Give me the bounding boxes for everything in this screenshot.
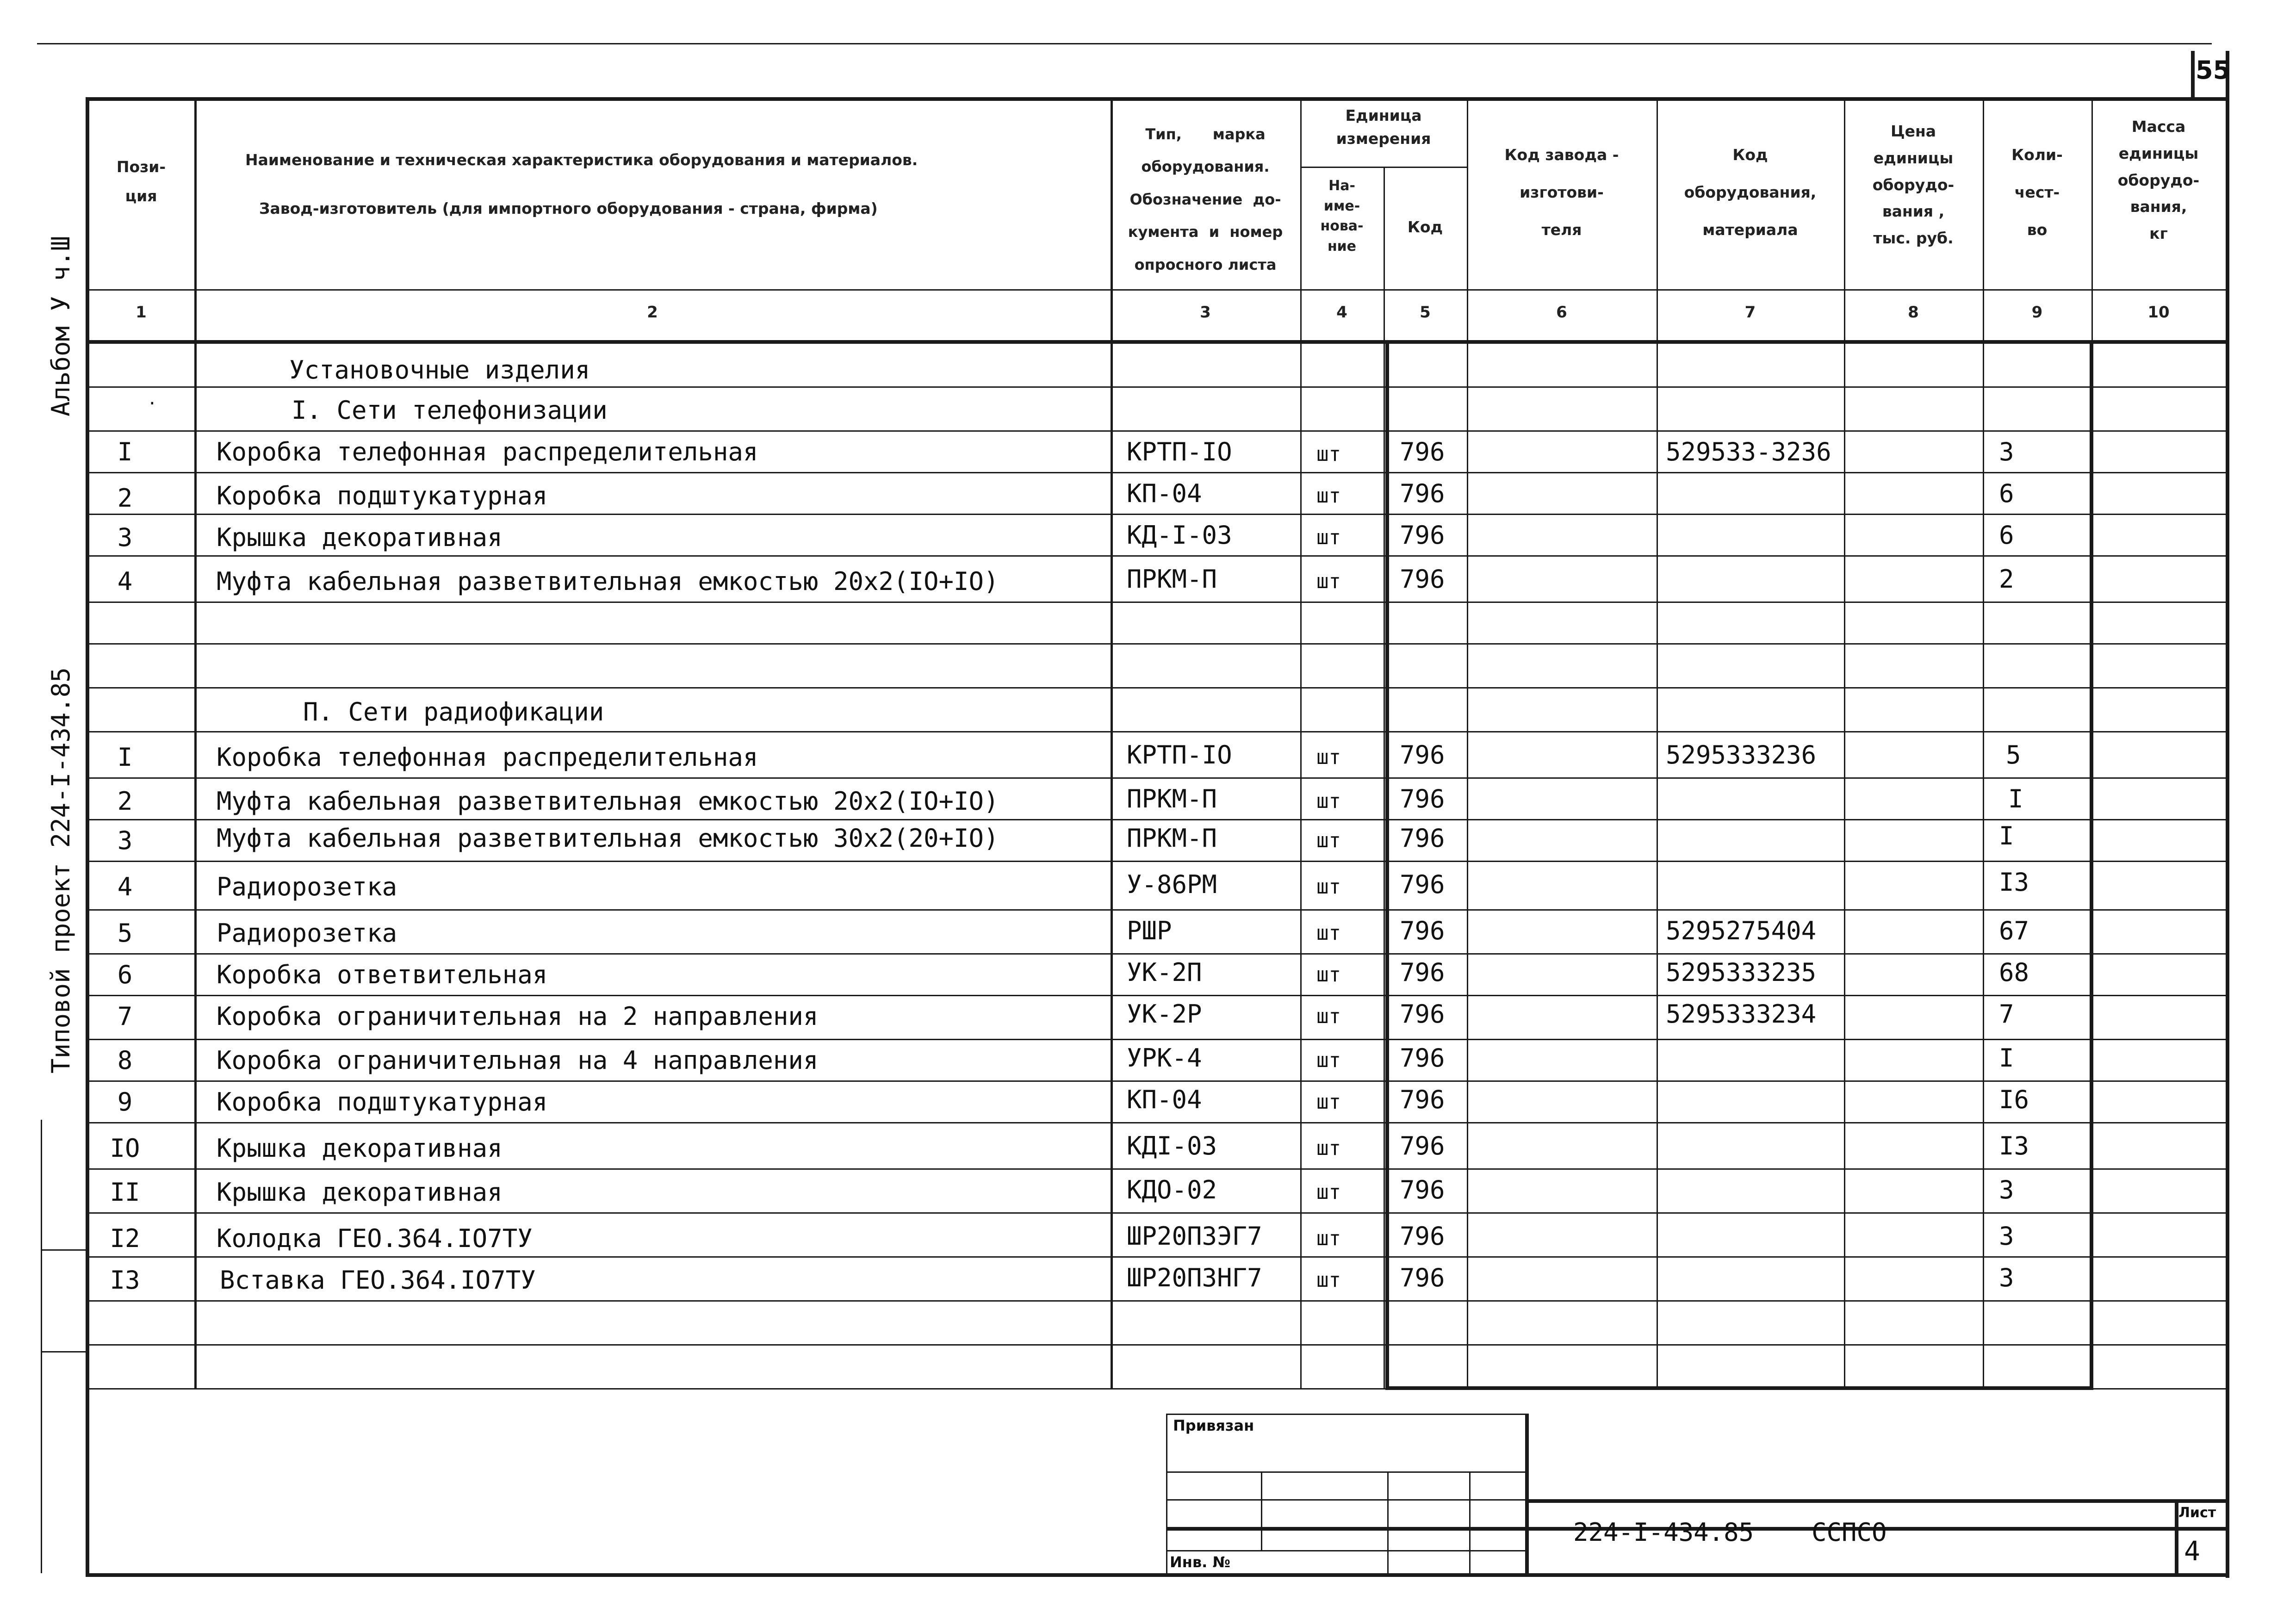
row-line bbox=[88, 1388, 2226, 1390]
row-quantity: 67 bbox=[1999, 916, 2029, 945]
row-position: 8 bbox=[117, 1046, 133, 1075]
frame-right bbox=[2226, 51, 2229, 1578]
row-unit: шт bbox=[1316, 963, 1341, 986]
col-line-2 bbox=[1111, 97, 1113, 1388]
row-unit: шт bbox=[1316, 1048, 1341, 1072]
row-type: КДI-03 bbox=[1127, 1131, 1217, 1160]
row-name: Муфта кабельная разветвительная емкостью 20х2(IO+IO) bbox=[217, 567, 999, 596]
row-name: Коробка ограничительная на 2 направления bbox=[217, 1002, 819, 1031]
row-quantity: 3 bbox=[1999, 1175, 2014, 1204]
row-position: I bbox=[117, 743, 133, 772]
stamp-top bbox=[1166, 1414, 1527, 1415]
header-mass: Масса единицы оборудо- вания, кг bbox=[2117, 118, 2200, 242]
row-position: 2 bbox=[117, 787, 133, 816]
row-position: I3 bbox=[110, 1266, 140, 1295]
frame-top bbox=[88, 97, 2226, 101]
stamp-row-4 bbox=[1166, 1550, 1527, 1551]
row-position: II bbox=[110, 1178, 140, 1207]
colnum-6: 6 bbox=[1556, 303, 1567, 322]
row-position: 2 bbox=[117, 484, 133, 513]
page-number-box-left bbox=[2191, 51, 2195, 97]
row-code: 796 bbox=[1400, 565, 1445, 594]
header-unit-name: На- име- нова- ние bbox=[1320, 178, 1364, 254]
colnum-8: 8 bbox=[1908, 303, 1919, 322]
row-name: Крышка декоративная bbox=[217, 1178, 503, 1207]
row-unit: шт bbox=[1316, 1268, 1341, 1292]
row-line bbox=[88, 1212, 2226, 1214]
row-line bbox=[88, 602, 2226, 603]
row-unit: шт bbox=[1316, 745, 1341, 769]
row-code: 796 bbox=[1400, 1222, 1445, 1251]
frame-bottom bbox=[86, 1573, 2228, 1577]
colnum-3: 3 bbox=[1200, 303, 1211, 322]
header-unit-group: Единица измерения bbox=[1336, 106, 1431, 148]
row-code: 796 bbox=[1400, 437, 1445, 466]
row-line bbox=[88, 953, 2226, 955]
row-position: I bbox=[117, 437, 133, 466]
col-line-7 bbox=[1844, 97, 1845, 1388]
row-unit: шт bbox=[1316, 526, 1341, 549]
row-unit: шт bbox=[1316, 570, 1341, 593]
row-position: 6 bbox=[117, 960, 133, 989]
row-name: Коробка ограничительная на 4 направления bbox=[217, 1046, 819, 1075]
row-unit: шт bbox=[1316, 829, 1341, 852]
document-code: 224-I-434.85 bbox=[1573, 1518, 1754, 1547]
col-line-6 bbox=[1657, 97, 1658, 1388]
row-name: Крышка декоративная bbox=[217, 1134, 503, 1163]
row-line bbox=[88, 1344, 2226, 1346]
stamp-inv-label: Инв. № bbox=[1170, 1553, 1230, 1571]
row-unit: шт bbox=[1316, 1005, 1341, 1028]
row-quantity: I3 bbox=[1999, 1131, 2029, 1160]
row-quantity: 3 bbox=[1999, 1263, 2014, 1292]
row-quantity: 2 bbox=[1999, 565, 2014, 594]
header-position: Пози- ция bbox=[116, 158, 166, 205]
row-code: 796 bbox=[1400, 1263, 1445, 1292]
row-type: ШР20П3НГ7 bbox=[1127, 1263, 1262, 1292]
row-type: У-86РМ bbox=[1127, 870, 1217, 899]
row-quantity: 3 bbox=[1999, 437, 2014, 466]
row-type: УК-2П bbox=[1127, 958, 1202, 987]
row-type: КРТП-IO bbox=[1127, 437, 1232, 466]
row-quantity: 7 bbox=[1999, 999, 2014, 1029]
project-side-label: Типовой проект 224-I-434.85 bbox=[46, 667, 75, 1073]
row-line bbox=[88, 514, 2226, 515]
row-material-code: 529533-3236 bbox=[1666, 437, 1831, 466]
row-unit: шт bbox=[1316, 789, 1341, 813]
row-name: Коробка ответвительная bbox=[217, 960, 548, 989]
page-number: 55 bbox=[2196, 56, 2231, 85]
row-type: ШР20П3ЭГ7 bbox=[1127, 1222, 1262, 1251]
row-code: 796 bbox=[1400, 1043, 1445, 1073]
row-quantity: 5 bbox=[2006, 740, 2021, 769]
row-line bbox=[88, 386, 2226, 388]
row-type: ПРКМ-П bbox=[1127, 784, 1217, 813]
row-name: Коробка подштукатурная bbox=[217, 1087, 548, 1117]
row-line bbox=[88, 1300, 2226, 1302]
colnum-7: 7 bbox=[1744, 303, 1756, 322]
row-unit: шт bbox=[1316, 1136, 1341, 1160]
top-rule bbox=[37, 43, 2212, 44]
header-type: Тип, марка оборудования. Обозначение до- кумента и номер опросного листа bbox=[1128, 125, 1283, 273]
row-line bbox=[88, 819, 2226, 820]
stamp-row-1 bbox=[1166, 1471, 1527, 1473]
margin-stamp-div2 bbox=[41, 1351, 86, 1352]
row-name: Коробка подштукатурная bbox=[217, 481, 548, 510]
colnum-2: 2 bbox=[647, 303, 658, 322]
row-material-code: 5295333235 bbox=[1666, 958, 1817, 987]
row-line bbox=[88, 687, 2226, 689]
row-position: 9 bbox=[117, 1087, 133, 1117]
stamp-col-2 bbox=[1387, 1471, 1389, 1573]
row-position: 7 bbox=[117, 1002, 133, 1031]
row-line bbox=[88, 1080, 2226, 1082]
stamp-row-2 bbox=[1166, 1499, 1527, 1501]
row-code: 796 bbox=[1400, 740, 1445, 769]
row-name: Муфта кабельная разветвительная емкостью 30х2(20+IO) bbox=[217, 824, 999, 853]
row-code: 796 bbox=[1400, 958, 1445, 987]
colnum-10: 10 bbox=[2147, 303, 2170, 322]
row-position: I2 bbox=[110, 1224, 140, 1253]
row-line bbox=[88, 777, 2226, 779]
row-position: 3 bbox=[117, 826, 133, 855]
header-name-line2: Завод-изготовитель (для импортного оборудования - страна, фирма) bbox=[259, 199, 878, 217]
sheet-number: 4 bbox=[2184, 1535, 2200, 1567]
row-code: 796 bbox=[1400, 784, 1445, 813]
row-line bbox=[88, 1122, 2226, 1123]
section-telephone-title: I. Сети телефонизации bbox=[292, 396, 608, 425]
row-code: 796 bbox=[1400, 870, 1445, 899]
row-position: 3 bbox=[117, 523, 133, 552]
body-box-right bbox=[2090, 340, 2093, 1388]
row-unit: шт bbox=[1316, 442, 1341, 466]
row-position: 4 bbox=[117, 567, 133, 596]
unit-group-line bbox=[1300, 167, 1467, 168]
row-name: Радиорозетка bbox=[217, 918, 397, 948]
row-code: 796 bbox=[1400, 521, 1445, 550]
colnum-4: 4 bbox=[1336, 303, 1347, 322]
document-mark: ССПСО bbox=[1812, 1518, 1887, 1547]
row-name: Коробка телефонная распределительная bbox=[217, 743, 758, 772]
colnum-5: 5 bbox=[1420, 303, 1431, 322]
row-material-code: 5295333236 bbox=[1666, 740, 1817, 769]
row-line bbox=[88, 731, 2226, 732]
row-type: КРТП-IO bbox=[1127, 740, 1232, 769]
col-line-1 bbox=[194, 97, 197, 1388]
sheet-box-left bbox=[2175, 1499, 2178, 1573]
row-position: 5 bbox=[117, 918, 133, 948]
row-type: КД-I-03 bbox=[1127, 521, 1232, 550]
row-type: УРК-4 bbox=[1127, 1043, 1202, 1073]
stamp-left bbox=[1166, 1414, 1167, 1573]
row-unit: шт bbox=[1316, 1227, 1341, 1250]
row-type: КП-04 bbox=[1127, 1085, 1202, 1114]
row-line bbox=[88, 1039, 2226, 1040]
row-code: 796 bbox=[1400, 1085, 1445, 1114]
row-line bbox=[88, 643, 2226, 645]
row-code: 796 bbox=[1400, 824, 1445, 853]
row-type: УК-2Р bbox=[1127, 999, 1202, 1029]
row-type: КДО-02 bbox=[1127, 1175, 1217, 1204]
row-quantity: 3 bbox=[1999, 1222, 2014, 1251]
row-type: РШР bbox=[1127, 916, 1172, 945]
row-name: Вставка ГЕО.364.IO7ТУ bbox=[220, 1266, 536, 1295]
body-box-left bbox=[1385, 340, 1389, 1388]
margin-stamp-line bbox=[41, 1120, 42, 1573]
row-line bbox=[88, 995, 2226, 996]
row-unit: шт bbox=[1316, 1180, 1341, 1204]
col-line-3 bbox=[1300, 97, 1302, 1388]
row-code: 796 bbox=[1400, 999, 1445, 1029]
row-line bbox=[88, 555, 2226, 557]
row-name: Колодка ГЕО.364.IO7ТУ bbox=[217, 1224, 533, 1253]
row-type: ПРКМ-П bbox=[1127, 824, 1217, 853]
row-quantity: I6 bbox=[1999, 1085, 2029, 1114]
colnum-9: 9 bbox=[2031, 303, 2043, 322]
row-line bbox=[88, 472, 2226, 473]
row-name: Крышка декоративная bbox=[217, 523, 503, 552]
row-line bbox=[88, 909, 2226, 911]
row-name: Муфта кабельная разветвительная емкостью 20х2(IO+IO) bbox=[217, 787, 999, 816]
stamp-right-thick bbox=[1525, 1414, 1529, 1573]
row-name: Радиорозетка bbox=[217, 872, 397, 901]
header-price: Цена единицы оборудо- вания , тыс. руб. bbox=[1872, 122, 1955, 247]
row-code: 796 bbox=[1400, 1131, 1445, 1160]
col-line-5 bbox=[1467, 97, 1468, 1388]
row-unit: шт bbox=[1316, 875, 1341, 899]
header-name-line1: Наименование и техническая характеристика оборудования и материалов. bbox=[245, 151, 918, 169]
stamp-col-3 bbox=[1469, 1471, 1471, 1573]
row-quantity: 68 bbox=[1999, 958, 2029, 987]
row-code: 796 bbox=[1400, 1175, 1445, 1204]
row-unit: шт bbox=[1316, 484, 1341, 508]
row-material-code: 5295275404 bbox=[1666, 916, 1817, 945]
row-line bbox=[88, 1256, 2226, 1258]
section-radio-title: П. Сети радиофикации bbox=[303, 697, 604, 726]
row-quantity: 6 bbox=[1999, 479, 2014, 508]
header-factory-code: Код завода - изготови- теля bbox=[1504, 146, 1619, 239]
row-position: 4 bbox=[117, 872, 133, 901]
header-material-code: Код оборудования, материала bbox=[1684, 146, 1817, 239]
colnum-bottom bbox=[88, 340, 2226, 344]
stamp-col-1 bbox=[1261, 1471, 1262, 1550]
row-unit: шт bbox=[1316, 921, 1341, 945]
stamp-main-top bbox=[1525, 1499, 2226, 1503]
section-main-title: Установочные изделия bbox=[289, 355, 590, 385]
row-quantity: I3 bbox=[1999, 868, 2029, 897]
sheet-label: Лист bbox=[2178, 1505, 2216, 1521]
row-name: Коробка телефонная распределительная bbox=[217, 437, 758, 466]
stamp-privyazan-label: Привязан bbox=[1173, 1417, 1254, 1434]
row-quantity: I bbox=[2008, 784, 2023, 813]
section-dot: · bbox=[147, 394, 157, 413]
colnum-1: 1 bbox=[136, 303, 147, 322]
row-position: IO bbox=[110, 1134, 140, 1163]
row-unit: шт bbox=[1316, 1090, 1341, 1114]
header-quantity: Коли- чест- во bbox=[2011, 146, 2063, 239]
sheet-box-divider bbox=[2175, 1527, 2226, 1528]
row-line bbox=[88, 1168, 2226, 1170]
album-side-label: Альбом У ч.Ш bbox=[46, 236, 75, 416]
row-type: КП-04 bbox=[1127, 479, 1202, 508]
row-quantity: I bbox=[1999, 1043, 2014, 1073]
header-unit-code: Код bbox=[1407, 218, 1443, 236]
header-bottom bbox=[88, 289, 2226, 291]
row-quantity: 6 bbox=[1999, 521, 2014, 550]
row-quantity: I bbox=[1999, 821, 2014, 850]
row-type: ПРКМ-П bbox=[1127, 565, 1217, 594]
col-line-8 bbox=[1983, 97, 1984, 1388]
row-code: 796 bbox=[1400, 916, 1445, 945]
row-line bbox=[88, 861, 2226, 862]
row-material-code: 5295333234 bbox=[1666, 999, 1817, 1029]
row-line bbox=[88, 430, 2226, 432]
row-code: 796 bbox=[1400, 479, 1445, 508]
